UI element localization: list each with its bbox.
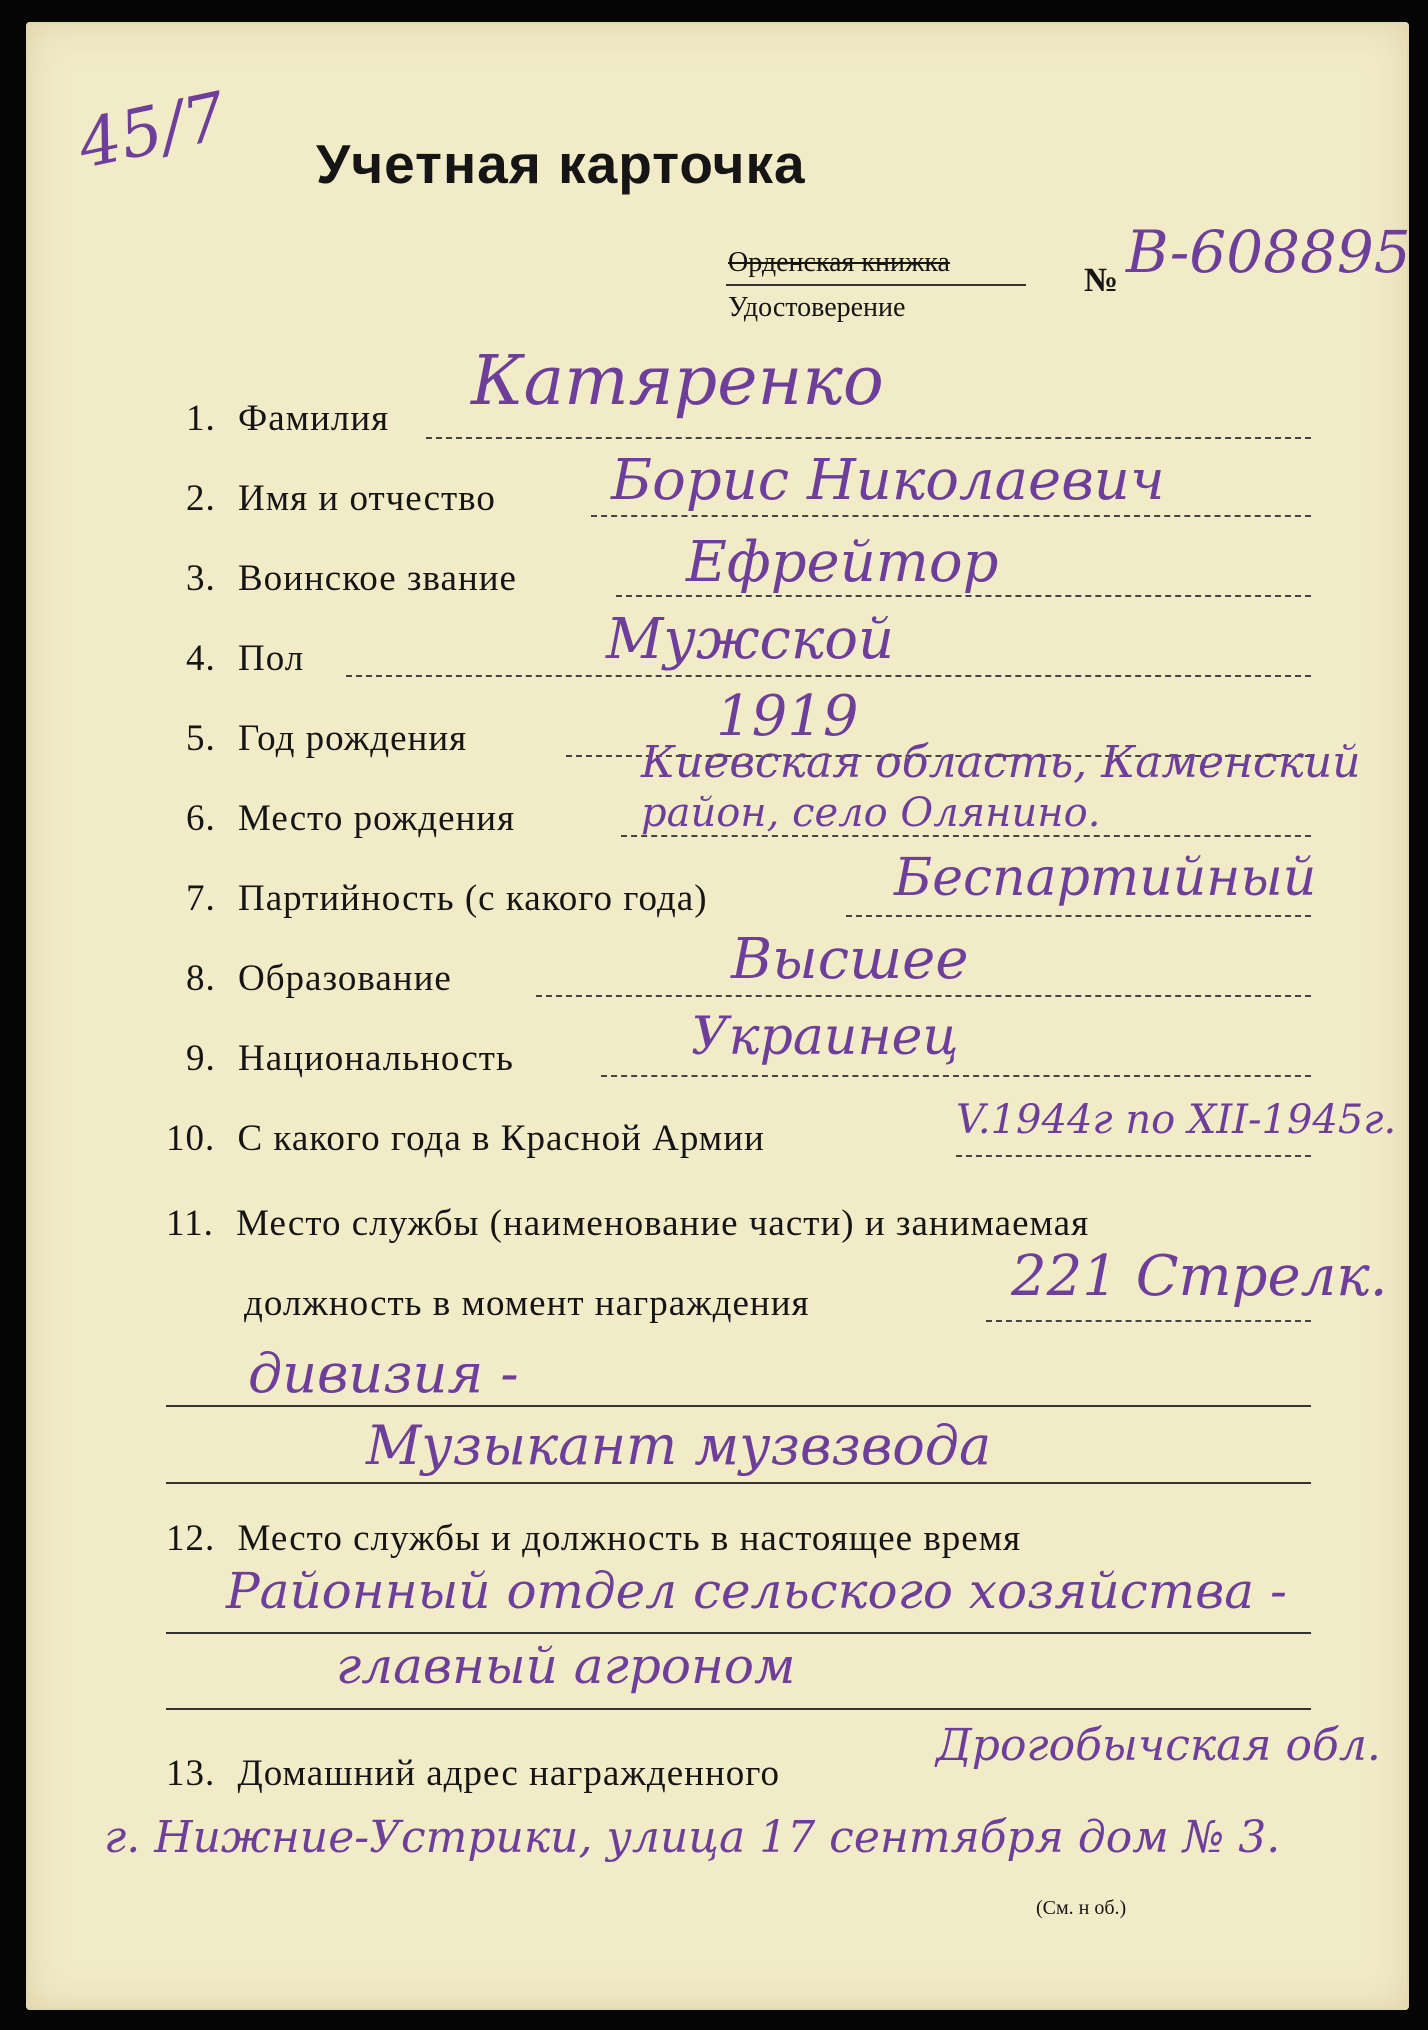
field-label-continued: должность в момент награждения	[244, 1283, 810, 1324]
field-label: С какого года в Красной Армии	[237, 1118, 765, 1159]
field-row	[186, 957, 452, 1000]
footer-note: (См. н об.)	[1036, 1897, 1127, 1919]
field-number: 5.	[186, 718, 216, 759]
field-row	[186, 637, 304, 680]
field-value-birthplace-line1: Киевская область, Каменский	[641, 737, 1361, 788]
field-value-party: Беспартийный	[894, 848, 1317, 908]
field-row	[186, 557, 517, 600]
field-row	[166, 1517, 1021, 1560]
field-value-address-region: Дрогобычская обл.	[936, 1720, 1381, 1771]
field-row	[186, 877, 708, 920]
field-number: 10.	[166, 1118, 216, 1159]
field-value-address: г. Нижние-Устрики, улица 17 сентября дом № 3.	[104, 1812, 1281, 1863]
field-row	[186, 1037, 514, 1080]
field-value-birthplace-line2: район, село Олянино.	[641, 790, 1101, 836]
field-value-army-years: V.1944г по XII-1945г.	[956, 1097, 1397, 1143]
field-value-unit-line2: дивизия -	[248, 1342, 519, 1405]
field-label: Пол	[238, 638, 305, 679]
field-label: Воинское звание	[238, 558, 517, 599]
field-value-position: Музыкант музвзвода	[366, 1414, 992, 1477]
field-label: Фамилия	[238, 398, 390, 439]
doc-type: Удостоверение	[728, 292, 906, 323]
field-number: 2.	[186, 478, 216, 519]
doc-type-struck: Орденская книжка	[728, 247, 950, 278]
field-value-current-position: главный агроном	[336, 1637, 796, 1695]
field-number: 13.	[166, 1753, 216, 1794]
field-value-nationality: Украинец	[691, 1007, 959, 1067]
field-row	[186, 717, 467, 760]
page-title: Учетная карточка	[316, 133, 806, 195]
field-value-unit: 221 Стрелк.	[1011, 1244, 1388, 1309]
archive-mark: 45/7	[71, 77, 233, 184]
field-value-rank: Ефрейтор	[686, 530, 999, 595]
field-label: Место рождения	[238, 798, 516, 839]
field-label: Образование	[238, 958, 452, 999]
field-label: Год рождения	[238, 718, 468, 759]
field-number: 11.	[166, 1203, 214, 1244]
field-number: 9.	[186, 1038, 216, 1079]
field-number: 8.	[186, 958, 216, 999]
field-label: Место службы (наименование части) и занимаемая	[236, 1203, 1090, 1244]
field-label: Домашний адрес награжденного	[237, 1753, 781, 1794]
field-value-education: Высшее	[731, 927, 969, 992]
field-row	[186, 477, 496, 520]
number-sign: №	[1084, 262, 1119, 299]
field-row	[186, 397, 389, 440]
field-label: Партийность (с какого года)	[238, 878, 708, 919]
field-number: 3.	[186, 558, 216, 599]
field-label: Имя и отчество	[238, 478, 496, 519]
field-number: 7.	[186, 878, 216, 919]
field-row	[186, 797, 515, 840]
field-label: Национальность	[238, 1038, 514, 1079]
record-card	[26, 22, 1409, 2010]
field-value-surname: Катяренко	[471, 342, 884, 421]
field-row	[166, 1752, 780, 1795]
field-number: 1.	[186, 398, 216, 439]
field-value-current-workplace: Районный отдел сельского хозяйства -	[226, 1562, 1287, 1620]
field-label: Место службы и должность в настоящее время	[237, 1518, 1022, 1559]
doc-number: B-608895	[1126, 218, 1411, 286]
field-row	[166, 1117, 765, 1160]
field-value-sex: Мужской	[606, 607, 895, 672]
field-number: 12.	[166, 1518, 216, 1559]
field-value-name: Борис Николаевич	[611, 448, 1165, 513]
field-number: 4.	[186, 638, 216, 679]
field-number: 6.	[186, 798, 216, 839]
field-value-birth-year: 1919	[716, 684, 859, 749]
field-row	[166, 1202, 1089, 1245]
